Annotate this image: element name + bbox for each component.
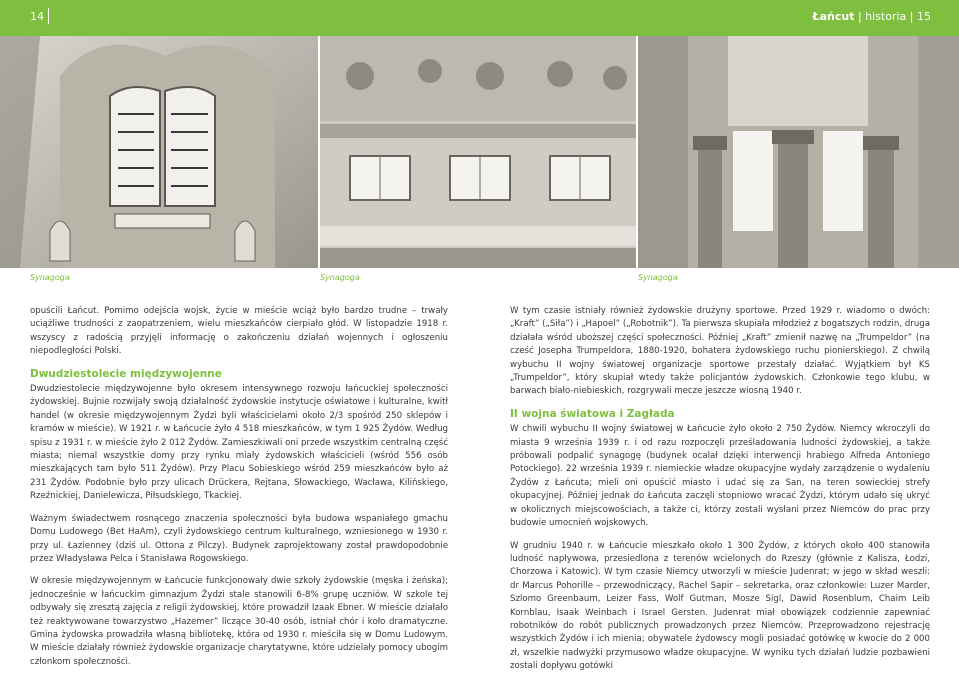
running-header xyxy=(813,10,931,23)
paragraph: W grudniu 1940 r. w Łańcucie mieszkało około 1 300 Żydów, z których około 400 stanowiła ludność napływowa, przesiedlona z terenów wcielonych do Rzeszy (głównie z Kalisza, Łodzi, Chorzowa i Katowic). W tym czasie Niemcy utworzyli w mieście Judenrat; w jego w skład weszli: dr Marcus Pohorille – przewodniczący, Rachel Sapir – sekretarka, oraz członkowie: Luzer Marder, Szlomo Greenbaum, Leizer Fass, Wolf Gutman, Mosze Sigl, Dawid Rosenblum, Chaim Leib Kornblau, Isaak Weinbach i Israel Gersten. Judenrat miał obowiązek codziennie zapewniać robotników do robót publicznych prowadzonych przez Niemców. Przeprowadzono rejestrację wszystkich Żydów i ich mienia; obywatele żydowscy mogli posiadać gotówkę w kwocie do 2 000 zł, wszelkie nadwyżki przymusowo władze okupacyjne. W wyniku tych działań ludzie pozbawieni zostali dopływu gotówki xyxy=(510,540,930,672)
left-column xyxy=(30,305,448,678)
section-heading: II wojna światowa i Zagłada xyxy=(510,407,675,420)
header-divider: | xyxy=(857,10,866,23)
paragraph: opuścili Łańcut. Pomimo odejścia wojsk, życie w mieście wciąż było bardzo trudne – trwały uciążliwe trudności z zaopatrzeniem, wielu mieszkańców cierpiało głód. W listopadzie 1918 r. wszyscy z radością przyjęli informację o zakończeniu działań wojennych i ogłoszeniu niepodległości Polski. xyxy=(30,306,448,357)
header-divider: | xyxy=(909,10,917,23)
paragraph: W tym czasie istniały również żydowskie drużyny sportowe. Przed 1929 r. wiadomo o dwóch: „Kraft” („Siła”) i „Hapoel” („Robotnik”). Ta pierwsza skupiała młodzież z bogatszych rodzin, druga działała wśród uboższej części społeczności. Później „Kraft” zmienił nazwę na „Trumpeldor” (na cześć Josepha Trumpeldora, 1880-1920, bohatera żydowskiego ruchu pionierskiego). Z chwilą wybuchu II wojny światowej organizacje sportowe przestały działać. Wyjątkiem był KS „Trumpeldor”, który skupiał wtedy także policjantów żydowskich. Członkowie tego klubu, w barwach biało-niebieskich, rozgrywali mecze jeszcze wiosną 1940 r. xyxy=(510,306,930,397)
running-header-section: historia xyxy=(865,10,907,23)
paragraph: Dwudziestolecie międzywojenne było okresem intensywnego rozwoju łańcuckiej społeczności żydowskiej. Bujnie rozwijały swoją działalność żydowskie instytucje oświatowe i kulturalne, kwitł handel (w okresie międzywojennym Żydzi byli właścicielami około 2/3 spośród 250 sklepów i kramów w mieście). W 1921 r. w Łańcucie żyło 4 518 mieszkańców, w tym 1 925 Żydów. Według spisu z 1931 r. w mieście żyło 2 012 Żydów. Zamieszkiwali oni przede wszystkim centralną część miasta; niemal wszystkie domy przy rynku miały żydowskich właścicieli (wśród 556 osób mieszkających tam było 511 Żydów). Przy Placu Sobieskiego wśród 259 mieszkańców było aż 231 Żydów. Podobnie było przy ulicach Drückera, Rejtana, Słowackiego, Wacława, Kilińskiego, Rzeźnickiej, Danielewicza, Piłsudskiego, Tkackiej. xyxy=(30,384,448,502)
paragraph: W chwili wybuchu II wojny światowej w Łańcucie żyło około 2 750 Żydów. Niemcy wkroczyli do miasta 9 września 1939 r. i od razu rozpoczęli prześladowania ludności żydowskiej, a także próbowali podpalić synagogę (budynek ocalał dzięki interwencji hrabiego Alfreda Antoniego Potockiego). 22 września 1939 r. niemieckie władze okupacyjne wydały zarządzenie o wydaleniu Żydów z Łańcuta; mieli oni opuścić miasto i udać się za San, na teren sowieckiej strefy okupacyjnej. Później jednak do Łańcuta zaczęli stopniowo wracać Żydzi, którym udało się ukryć w okolicznych miejscowościach, a także ci, którzy zostali wysłani przez Niemców do prac przy budowie umocnień wojskowych. xyxy=(510,424,930,529)
page-header-bar xyxy=(0,0,959,36)
photo-synagogue-wall xyxy=(320,36,636,268)
photo-caption: Synagoga xyxy=(638,273,678,282)
section-heading: Dwudziestolecie międzywojenne xyxy=(30,367,222,380)
photo-caption: Synagoga xyxy=(320,273,360,282)
paragraph: W okresie międzywojennym w Łańcucie funkcjonowały dwie szkoły żydowskie (męska i żeńska); jednocześnie w łańcuckim gimnazjum Żydzi stale stanowili 6-8% grupę uczniów. W szkole tej odbywały się zresztą zajęcia z religii żydowskiej, które prowadził Izaak Ebner. W mieście działało też reaktywowane towarzystwo „Hazemer” liczące 30-40 osób, istniał chór i koło dramatyczne. Gmina żydowska prowadziła własną bibliotekę, która od 1930 r. mieściła się w Domu Ludowym. W mieście działały również żydowskie organizacje charytatywne, które udzielały pomocy ubogim członkom społeczności. xyxy=(30,576,448,667)
page-number-right: 15 xyxy=(917,10,931,23)
photo-synagogue-columns xyxy=(638,36,959,268)
photo-synagogue-tablets xyxy=(0,36,318,268)
page-number-left: 14 xyxy=(30,10,44,23)
header-divider xyxy=(48,8,49,24)
paragraph: Ważnym świadectwem rosnącego znaczenia społeczności była budowa wspaniałego gmachu Domu Ludowego (Bet HaAm), czyli żydowskiego centrum kulturalnego, wzniesionego w 1930 r. przy ul. Łazienney (dziś ul. Ottona z Pilczy). Budynek zaprojektowany został prawdopodobnie przez Władysława Pelca i Stanisława Rogowskiego. xyxy=(30,513,448,564)
running-header-brand: Łańcut xyxy=(812,10,855,23)
photo-caption: Synagoga xyxy=(30,273,70,282)
